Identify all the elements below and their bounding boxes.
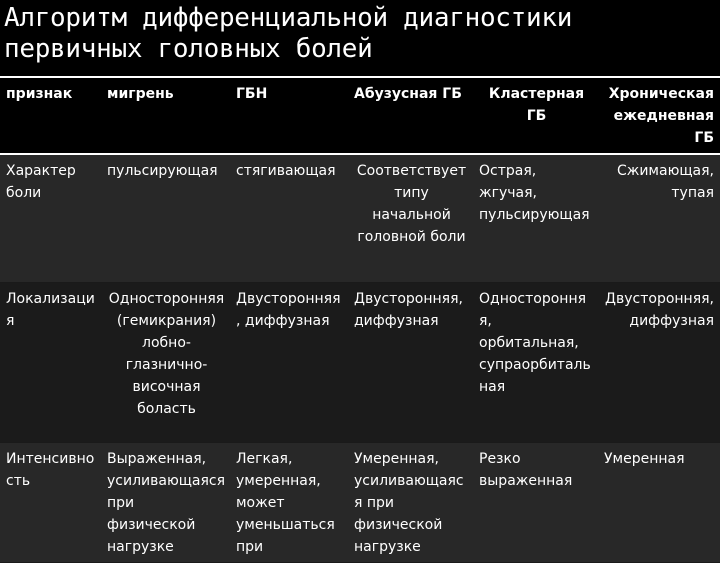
table-cell: Двусторонняя, диффузная: [605, 290, 714, 329]
table-header-row: [0, 77, 720, 154]
table-cell: Сжимающая, тупая: [616, 163, 714, 201]
header-cell-tension: ГБН: [230, 77, 348, 154]
table-cell: Двусторонняя, диффузная: [354, 290, 463, 329]
row-label-cell: Характер боли: [6, 163, 76, 201]
diagnosis-table: [0, 76, 720, 563]
table-cell: пульсирующая: [107, 163, 218, 179]
table-row: [0, 282, 720, 442]
table-cell: Резко выраженная: [479, 450, 573, 489]
slide-title-line-2: первичных головных болей: [4, 34, 373, 64]
table-cell: Односторонняя (гемикрания) лобно-глазнично-височная боласть: [108, 290, 225, 417]
table-cell: Умеренная: [604, 450, 685, 467]
table-row: [0, 154, 720, 282]
header-cell-feature: признак: [0, 77, 101, 154]
slide-title-line-1: Алгоритм дифференциальной диагностики: [4, 3, 573, 33]
row-label-cell: Интенсивность: [6, 450, 95, 489]
table-row: [0, 442, 720, 562]
slide-title: [4, 3, 716, 65]
table-cell: Легкая, умеренная, может уменьшаться при: [236, 450, 335, 555]
table-cell: стягивающая: [236, 163, 336, 179]
table-cell: Односторонняя, орбитальная, супраорбитальная: [479, 290, 591, 395]
table-cell: Острая, жгучая, пульсирующая: [479, 163, 590, 223]
row-label-cell: Локализация: [6, 290, 95, 329]
table-cell: Умеренная, усиливающаяся при физической нагрузке: [354, 450, 464, 555]
table-cell: Двусторонняя, диффузная: [236, 290, 341, 329]
table-cell: Выраженная, усиливающаяся при физической нагрузке: [107, 450, 226, 555]
header-cell-chronic-daily: Хроническая ежедневная ГБ: [598, 77, 720, 154]
header-cell-overuse: Абузусная ГБ: [348, 77, 473, 154]
table-cell: Соответствует типу начальной головной боли: [356, 163, 467, 245]
header-cell-cluster: Кластерная ГБ: [473, 77, 598, 154]
header-cell-migraine: мигрень: [101, 77, 230, 154]
